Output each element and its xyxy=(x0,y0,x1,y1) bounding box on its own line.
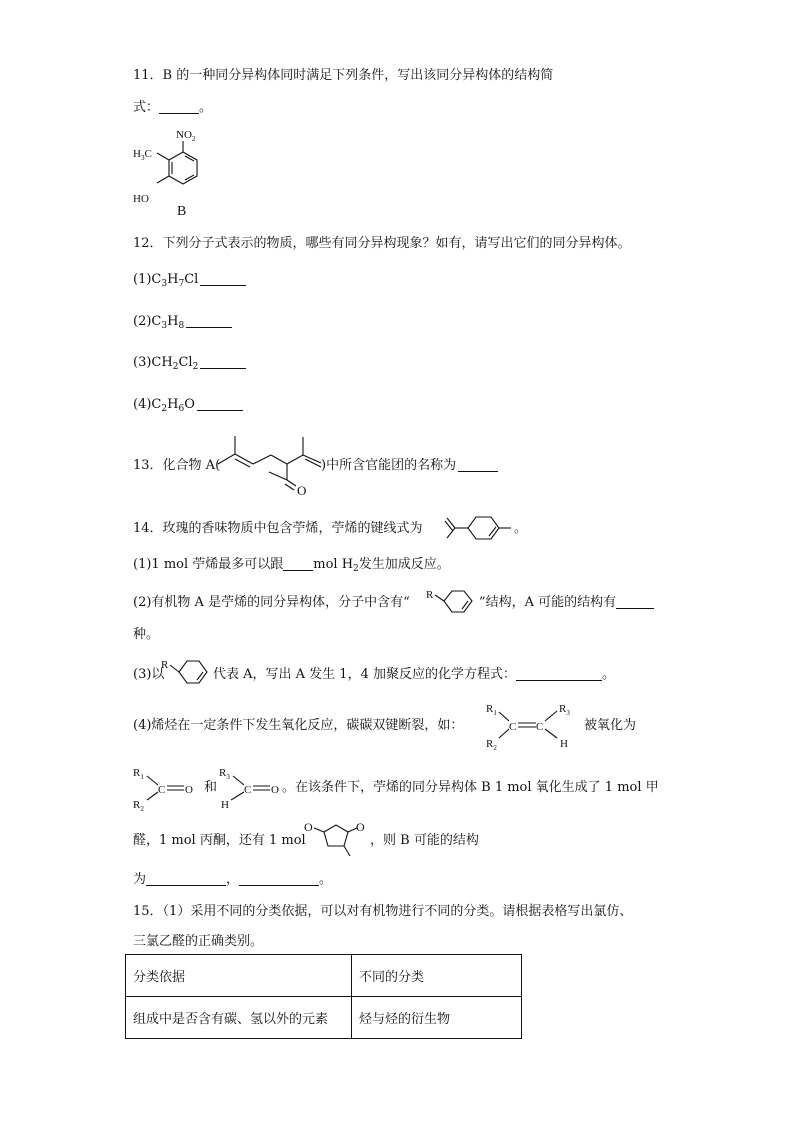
formula-subscript: 7 xyxy=(178,279,185,289)
item-number: (2) xyxy=(133,314,152,329)
ketone-structure xyxy=(133,762,199,816)
q14-p2-suffix: ”结构，A 可能的结构有 xyxy=(479,595,617,610)
table-cell: 组成中是否含有碳、氢以外的元素 xyxy=(126,997,352,1039)
q13-prefix: 13．化合物 A( xyxy=(133,458,221,473)
aldehyde-structure xyxy=(219,762,285,816)
q14-part-2-prefix: (2)有机物 A 是苧烯的同分异构体，分子中含有“ xyxy=(133,595,410,610)
answer-blank[interactable] xyxy=(458,457,498,472)
q12-item-4 xyxy=(133,396,243,414)
q14-p4d-comma: ， xyxy=(226,872,240,887)
q14-stem: 14．玫瑰的香味物质中包含苧烯，苧烯的键线式为 xyxy=(133,521,423,536)
answer-blank[interactable] xyxy=(186,313,232,328)
benzene-ring xyxy=(157,141,197,184)
q14-p1-suffix: 发生加成反应。 xyxy=(358,557,450,572)
q12-stem: 12．下列分子式表示的物质，哪些有同分异构现象？如有，请写出它们的同分异构体。 xyxy=(133,236,631,251)
answer-blank[interactable] xyxy=(146,871,226,886)
r-group: R xyxy=(161,659,169,671)
formula-subscript: 8 xyxy=(178,321,185,331)
q14-part-1 xyxy=(133,556,450,574)
carbon-atom: C xyxy=(536,721,544,733)
q12-item-2 xyxy=(133,313,232,331)
q13-suffix-text: )中所含官能团的名称为 xyxy=(321,458,457,473)
q14-part-4c-prefix: 醛，1 mol 丙酮，还有 1 mol xyxy=(133,833,306,848)
q15-line1: 15．（1）采用不同的分类依据，可以对有机物进行不同的分类。请根据表格写出氯仿、 xyxy=(133,904,633,919)
table-row xyxy=(126,997,522,1039)
q12-item-1 xyxy=(133,271,246,289)
r3-label: $R_3$ xyxy=(219,767,230,781)
table-header-cell: 不同的分类 xyxy=(352,955,522,997)
answer-blank[interactable] xyxy=(159,99,199,114)
q14-p1-mid: mol H xyxy=(313,557,354,572)
formula-part: C xyxy=(151,397,162,412)
formula-subscript: 3 xyxy=(161,321,168,331)
oxygen-atom: O xyxy=(356,820,365,834)
oxygen-atom: O xyxy=(297,483,307,498)
q13-suffix xyxy=(321,457,498,475)
r1-label: $R_1$ xyxy=(133,767,144,781)
formula-part: C xyxy=(151,272,162,287)
formula-part: H xyxy=(167,397,179,412)
compound-a-structure xyxy=(213,428,325,500)
table-header-cell: 分类依据 xyxy=(126,955,352,997)
group-ch3: $H_3C$ xyxy=(133,148,152,162)
group-no2: $NO_2$ xyxy=(176,129,196,143)
q14-part-4b: 。在该条件下，苧烯的同分异构体 B 1 mol 氧化生成了 1 mol 甲 xyxy=(282,780,659,795)
formula-subscript: 2 xyxy=(172,362,179,372)
answer-blank[interactable] xyxy=(200,271,246,286)
formula-subscript: 2 xyxy=(161,404,168,414)
formula-part: H xyxy=(167,314,179,329)
item-number: (3) xyxy=(133,355,152,370)
q14-part-4-and: 和 xyxy=(204,780,218,795)
q14-stem-suffix: 。 xyxy=(514,521,528,536)
h-atom: H xyxy=(221,799,229,811)
limonene-structure xyxy=(443,512,517,544)
classification-table xyxy=(125,954,522,1039)
q14-part-2-suffix xyxy=(479,594,654,612)
compound-b-structure xyxy=(130,123,230,223)
q14-part-4d xyxy=(133,871,332,889)
r2-label: $R_2$ xyxy=(486,738,497,752)
formula-subscript: 2 xyxy=(192,362,199,372)
q12-item-3 xyxy=(133,354,246,372)
answer-blank[interactable] xyxy=(616,594,654,609)
q14-part-3-rest xyxy=(213,666,615,684)
answer-blank[interactable] xyxy=(200,354,246,369)
q14-part-3-prefix: (3)以 xyxy=(133,667,165,682)
r3-label: $R_3$ xyxy=(559,703,570,717)
q14-p3-mid: 代表 A，写出 A 发生 1，4 加聚反应的化学方程式： xyxy=(213,667,516,682)
formula-part: C xyxy=(151,314,162,329)
formula-subscript: 2 xyxy=(353,564,359,574)
formula-part: H xyxy=(167,272,179,287)
q11-suffix: 。 xyxy=(199,100,213,115)
carbon-atom: C xyxy=(509,721,517,733)
q14-part-4-prefix: (4)烯烃在一定条件下发生氧化反应，碳碳双键断裂，如： xyxy=(133,718,464,733)
r2-label: $R_2$ xyxy=(133,799,144,813)
r-group: R xyxy=(426,589,434,601)
q14-part-4c-suffix: ，则 B 可能的结构 xyxy=(370,833,479,848)
formula-subscript: 6 xyxy=(178,404,185,414)
r1-label: $R_1$ xyxy=(486,703,497,717)
q14-p3-suffix: 。 xyxy=(601,667,615,682)
group-oh: HO xyxy=(133,193,149,205)
oxygen-atom: O xyxy=(271,784,279,796)
figure-label-b: B xyxy=(177,204,187,219)
carbon-atom: C xyxy=(244,784,252,796)
table-cell: 烃与烃的衍生物 xyxy=(352,997,522,1039)
formula-subscript: 3 xyxy=(161,279,168,289)
diketone-structure xyxy=(302,816,370,860)
answer-blank[interactable] xyxy=(197,396,243,411)
q14-p1-prefix: (1)1 mol 苧烯最多可以跟 xyxy=(133,557,284,572)
q15-line2: 三氯乙醛的正确类别。 xyxy=(133,934,264,949)
q14-p4d-prefix: 为 xyxy=(133,872,147,887)
formula-part: O xyxy=(184,397,195,412)
oxygen-atom: O xyxy=(304,820,313,834)
answer-blank[interactable] xyxy=(239,871,319,886)
q14-part-2-line2: 种。 xyxy=(133,627,160,642)
q11-prefix: 式： xyxy=(133,100,160,115)
q14-p4d-suffix: 。 xyxy=(319,872,333,887)
item-number: (4) xyxy=(133,397,152,412)
r-cyclohexene-structure xyxy=(426,586,478,618)
formula-part: Cl xyxy=(184,272,199,287)
q11-line2 xyxy=(133,99,212,117)
alkene-structure xyxy=(483,698,579,754)
formula-part: Cl xyxy=(178,355,193,370)
h-atom: H xyxy=(560,738,568,750)
answer-blank[interactable] xyxy=(283,556,313,571)
answer-blank[interactable] xyxy=(516,666,602,681)
oxygen-atom: O xyxy=(185,784,193,796)
formula-part: CH xyxy=(151,355,173,370)
table-header-row xyxy=(126,955,522,997)
r-cyclohexene-structure-2 xyxy=(161,656,213,690)
q14-part-4-suffix: 被氧化为 xyxy=(584,718,637,733)
q11-line1: 11．B 的一种同分异构体同时满足下列条件，写出该同分异构体的结构简 xyxy=(133,68,554,83)
carbon-atom: C xyxy=(158,784,166,796)
item-number: (1) xyxy=(133,272,152,287)
